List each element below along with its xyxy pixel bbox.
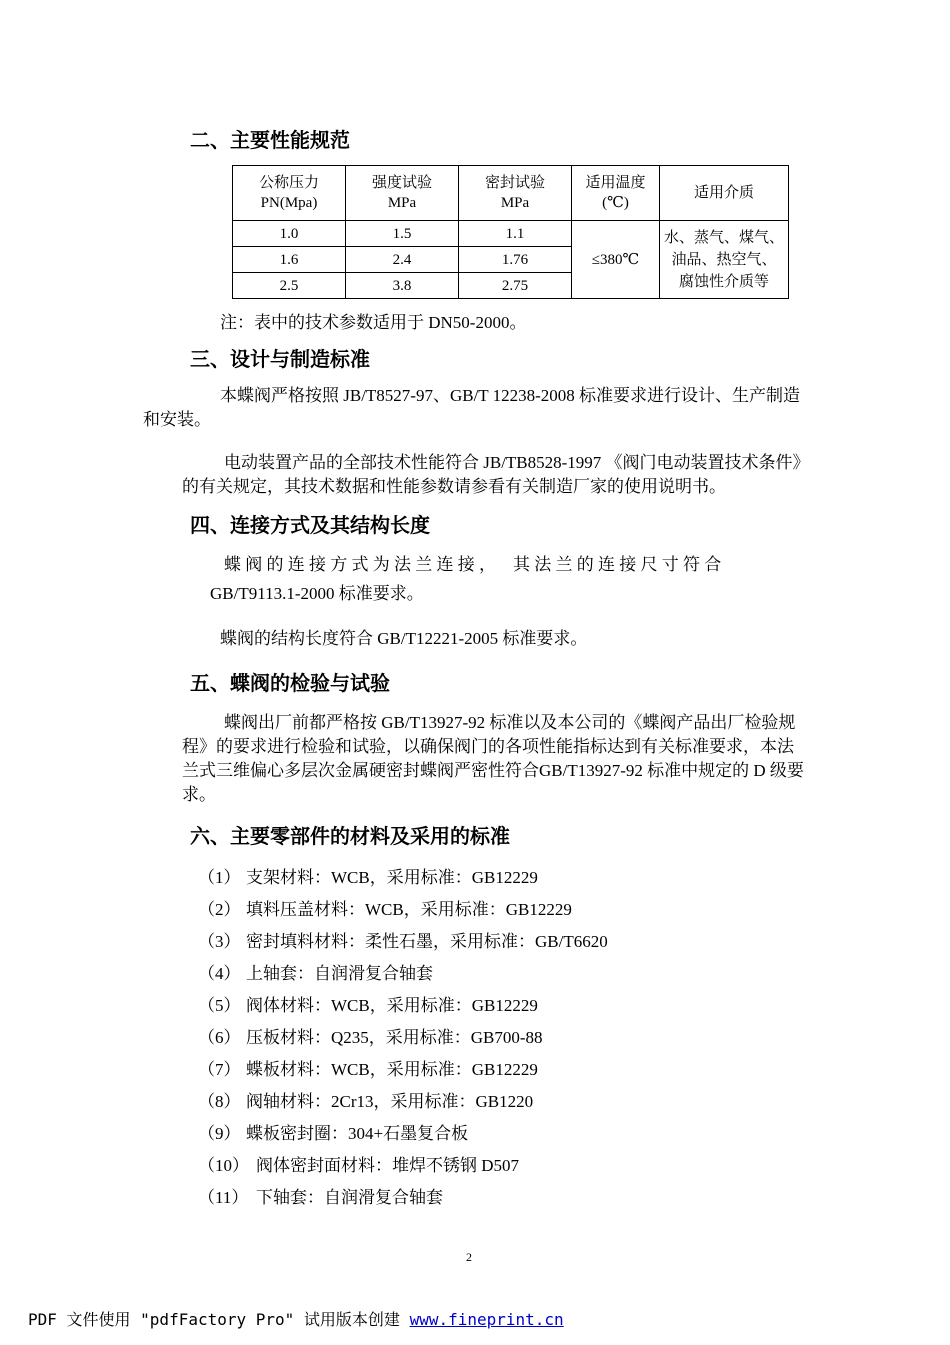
list-item: （10） 阀体密封面材料：堆焊不锈钢 D507 xyxy=(198,1156,520,1175)
list-item: （7） 蝶板材料：WCB，采用标准：GB12229 xyxy=(198,1060,538,1079)
table-cell: 1.0 xyxy=(233,221,346,247)
list-item: （8） 阀轴材料：2Cr13，采用标准：GB1220 xyxy=(198,1092,534,1111)
header-cell-strength-test: 强度试验 MPa xyxy=(346,166,459,221)
table-row xyxy=(233,221,789,247)
header-cell-media: 适用介质 xyxy=(660,166,789,221)
section4-heading: 四、连接方式及其结构长度 xyxy=(190,513,430,537)
list-item: （3） 密封填料材料：柔性石墨，采用标准：GB/T6620 xyxy=(198,932,608,951)
list-item: （6） 压板材料：Q235，采用标准：GB700-88 xyxy=(198,1028,543,1047)
temperature-cell: ≤380℃ xyxy=(572,221,660,299)
footer-link[interactable]: www.fineprint.cn xyxy=(409,1310,564,1329)
section4-paragraph-2: 蝶阀的结构长度符合 GB/T12221-2005 标准要求。 xyxy=(220,629,588,648)
media-cell: 水、蒸气、煤气、 油品、热空气、 腐蚀性介质等 xyxy=(660,221,789,299)
list-item: （5） 阀体材料：WCB，采用标准：GB12229 xyxy=(198,996,538,1015)
section2-heading: 二、主要性能规范 xyxy=(190,128,350,152)
section3-paragraph-1: 本蝶阀严格按照 JB/T8527-97、GB/T 12238-2008 标准要求进行设计、生产制造和安装。 xyxy=(143,386,801,429)
section3-heading: 三、设计与制造标准 xyxy=(190,347,370,371)
list-item: （11） 下轴套：自润滑复合轴套 xyxy=(198,1188,443,1207)
pdf-footer xyxy=(28,1307,564,1330)
table-header-row xyxy=(233,166,789,221)
header-cell-seal-test: 密封试验 MPa xyxy=(459,166,572,221)
table-note: 注：表中的技术参数适用于 DN50-2000。 xyxy=(220,313,527,332)
footer-text: PDF 文件使用 "pdfFactory Pro" 试用版本创建 xyxy=(28,1310,410,1329)
section4-paragraph-1-line-2: GB/T9113.1-2000 标准要求。 xyxy=(210,584,424,603)
table-cell: 2.5 xyxy=(233,273,346,299)
table-cell: 2.75 xyxy=(459,273,572,299)
table-cell: 2.4 xyxy=(346,247,459,273)
list-item: （2） 填料压盖材料：WCB，采用标准：GB12229 xyxy=(198,900,572,919)
table-cell: 1.1 xyxy=(459,221,572,247)
header-cell-temperature: 适用温度 (℃) xyxy=(572,166,660,221)
table-cell: 1.5 xyxy=(346,221,459,247)
list-item: （4） 上轴套：自润滑复合轴套 xyxy=(198,964,433,983)
section3-paragraph-2: 电动装置产品的全部技术性能符合 JB/TB8528-1997 《阀门电动装置技术条件》的有关规定，其技术数据和性能参数请参看有关制造厂家的使用说明书。 xyxy=(182,453,802,496)
table-cell: 1.76 xyxy=(459,247,572,273)
section6-heading: 六、主要零部件的材料及采用的标准 xyxy=(190,824,510,848)
section4-paragraph-1-line-1: 蝶 阀 的 连 接 方 式 为 法 兰 连 接 ， 其 法 兰 的 连 接 尺 寸 符 合 xyxy=(224,555,722,574)
list-item: （9） 蝶板密封圈：304+石墨复合板 xyxy=(198,1124,469,1143)
page-number: 2 xyxy=(466,1250,472,1264)
header-cell-pressure: 公称压力 PN(Mpa) xyxy=(233,166,346,221)
list-item: （1） 支架材料：WCB，采用标准：GB12229 xyxy=(198,868,538,887)
section5-paragraph: 蝶阀出厂前都严格按 GB/T13927-92 标准以及本公司的《蝶阀产品出厂检验规程》的要求进行检验和试验，以确保阀门的各项性能指标达到有关标准要求，本法兰式三维偏心多层次金属硬密封蝶阀严密性符合GB/T13927-92 标准中规定的 D 级要求。 xyxy=(182,713,804,804)
table-cell: 1.6 xyxy=(233,247,346,273)
table-cell: 3.8 xyxy=(346,273,459,299)
section5-heading: 五、蝶阀的检验与试验 xyxy=(190,671,390,695)
performance-spec-table xyxy=(232,165,789,299)
